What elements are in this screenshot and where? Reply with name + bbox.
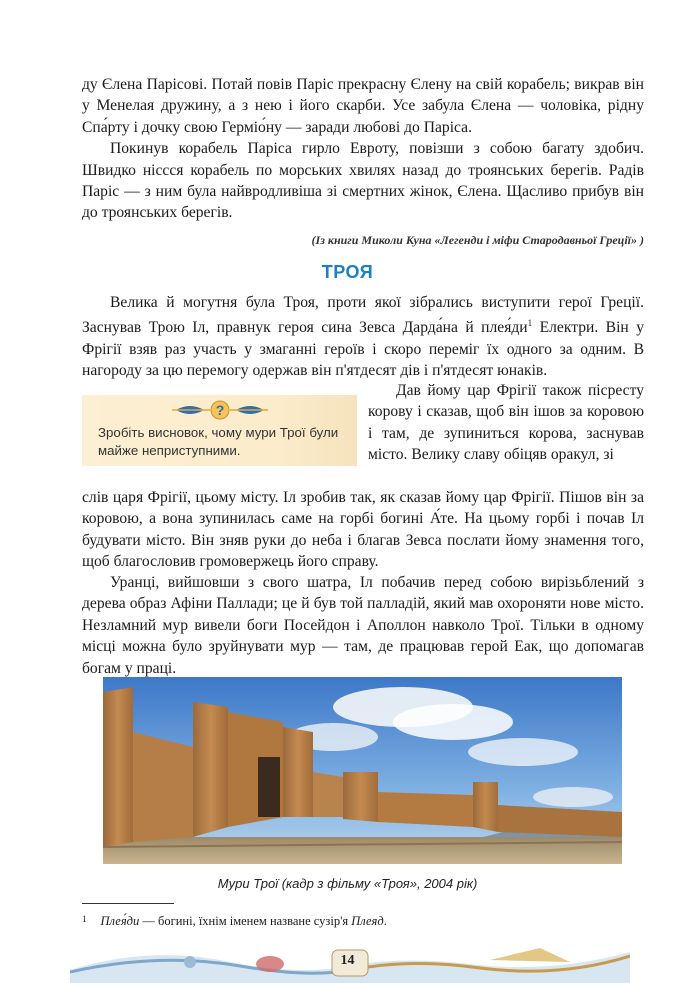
troy-paragraph-2-start: Дав йому цар Фрігії також пісресту корову і сказав, щоб він ішов за коровою і там, де зупиниться корова, заснував місто. Велику славу обіцяв оракул, зі <box>368 382 644 464</box>
footnote-mark: 1 <box>82 914 87 924</box>
troy-paragraph-2-wrapped <box>368 380 644 466</box>
footnote-reference: 1 <box>527 318 533 329</box>
footnote-definition: — богині, їхнім іменем назване сузір'я <box>139 914 352 928</box>
troy-walls-photo <box>103 677 622 864</box>
section-title: ТРОЯ <box>321 262 374 282</box>
troy-paragraph-1-text-end: Електри. Він у Фрігії взяв раз участь у змаганні героїв і скоро переміг їх одного за одним. В нагороду за цю перемогу одержав він п'ятдесят дів і п'ятдесят юнаків. <box>82 319 644 380</box>
question-mark-icon <box>170 399 270 421</box>
troy-paragraph-1 <box>82 292 644 382</box>
footnote <box>82 914 642 929</box>
source-citation: (Із книги Миколи Куна «Легенди і міфи Стародавньої Греції» ) <box>311 233 644 247</box>
troy-paragraph-2-end: слів царя Фрігії, цьому місту. Іл зробив так, як сказав йому цар Фрігії. Пішов він за коровою, а вона зупинилась саме на горбі богині А́те. На цьому горбі і почав Іл будувати місто. Він зняв руки до неба і благав Зевса послати йому знамення того, щоб благословив громовержець його справу. <box>82 489 644 571</box>
footnote-divider <box>82 903 174 904</box>
intro-paragraph-1: ду Єлена Парісові. Потай повів Паріс прекрасну Єлену на свій корабель; викрав він у Менелая дружину, а з нею і його скарби. Усе забула Єлена — чоловіка, рідну Спа́рту і дочку свою Герміо́ну — заради любові до Паріса. <box>82 76 644 136</box>
page-number: 14 <box>340 953 355 968</box>
footnote-constellation: Плеяд <box>351 914 384 928</box>
troy-paragraph-3 <box>82 572 644 679</box>
photo-caption: Мури Трої (кадр з фільму «Троя», 2004 рік) <box>217 876 478 891</box>
task-text: Зробіть висновок, чому мури Трої були майже неприступними. <box>98 425 339 458</box>
task-box <box>82 395 357 466</box>
troy-paragraph-2-continued <box>82 487 644 573</box>
intro-text <box>82 74 644 224</box>
footnote-term: Плея́ди <box>100 914 140 928</box>
svg-text:?: ? <box>215 402 225 418</box>
intro-paragraph-2: Покинув корабель Паріса гирло Евроту, повізши з собою багату здобич. Швидко ніссся корабель по морських хвилях назад до троянських берегів. Радів Паріс — з ним була найвродливіша зі смертних жінок, Єлена. Щасливо прибув він до троянських берегів. <box>82 140 644 222</box>
troy-paragraph-1-text: Велика й могутня була Троя, проти якої зібрались виступити герої Греції. Заснував Трою Іл, правнук героя сина Зевса Дарда́на й плея́ди <box>82 294 644 337</box>
troy-paragraph-3-text: Уранці, вийшовши з свого шатра, Іл побачив перед собою вирізьблений з дерева образ Афіни Паллади; це й був той палладій, який мав охороняти нове місто. Незламний мур вивели боги Посейдон і Аполлон навколо Трої. Тільки в одному місці можна було зруйнувати мур — там, де працював герой Еак, що допомагав богам у праці. <box>82 574 644 677</box>
footnote-end: . <box>383 914 387 928</box>
